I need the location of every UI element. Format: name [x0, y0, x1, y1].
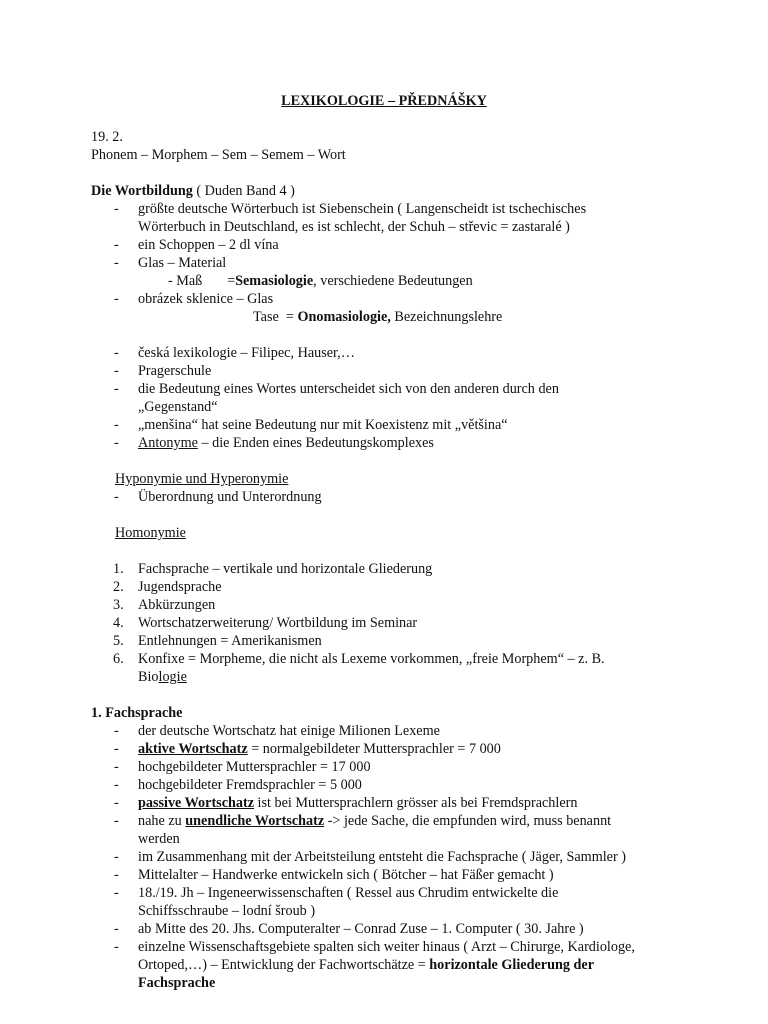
list-item: Mittelalter – Handwerke entwickeln sich ( Bötcher – hat Fäßer gemacht ) — [138, 867, 554, 883]
passive-wortschatz-desc: ist bei Muttersprachlern grösser als bei Fremdsprachlern — [254, 795, 578, 811]
list-item: Glas – Material — [138, 255, 227, 271]
wortbildung-source: ( Duden Band 4 ) — [192, 183, 295, 199]
tase-label: Tase = — [253, 309, 298, 325]
numbered-item: Abkürzungen — [138, 597, 216, 613]
bullet-dash: - — [114, 741, 119, 757]
aktive-wortschatz-term: aktive Wortschatz — [138, 741, 248, 757]
list-item-continuation: werden — [138, 831, 180, 847]
list-item-continuation: Wörterbuch in Deutschland, es ist schlecht, der Schuh – střevic = zastaralé ) — [138, 219, 570, 235]
list-number: 3. — [113, 597, 124, 613]
list-item: obrázek sklenice – Glas — [138, 291, 274, 307]
bullet-dash: - — [114, 813, 119, 829]
fachsprache-heading: 1. Fachsprache — [91, 705, 183, 721]
bullet-dash: - — [114, 363, 119, 379]
bullet-dash: - — [114, 435, 119, 451]
numbered-item: Entlehnungen = Amerikanismen — [138, 633, 322, 649]
bullet-dash: - — [114, 759, 119, 775]
semasiologie-term: Semasiologie — [235, 273, 314, 289]
list-item — [138, 794, 577, 812]
list-item: Überordnung und Unterordnung — [138, 489, 322, 505]
numbered-item: Wortschatzerweiterung/ Wortbildung im Seminar — [138, 615, 418, 631]
list-item-continuation: „Gegenstand“ — [138, 399, 218, 415]
bullet-dash: - — [114, 255, 119, 271]
list-item: česká lexikologie – Filipec, Hauser,… — [138, 345, 355, 361]
list-item-continuation — [138, 668, 187, 686]
numbered-item: Fachsprache – vertikale und horizontale Gliederung — [138, 561, 433, 577]
bullet-dash: - — [114, 489, 119, 505]
sub-item — [168, 272, 473, 290]
homonymie-heading: Homonymie — [115, 525, 186, 541]
bullet-dash: - — [114, 867, 119, 883]
list-number: 6. — [113, 651, 124, 667]
list-number: 1. — [113, 561, 124, 577]
bullet-dash: - — [114, 849, 119, 865]
list-item — [138, 812, 611, 830]
unendliche-wortschatz-desc: -> jede Sache, die empfunden wird, muss benannt — [324, 813, 612, 829]
list-number: 4. — [113, 615, 124, 631]
list-item-continuation — [138, 956, 594, 974]
wortbildung-heading — [91, 182, 295, 200]
antonyme-desc: – die Enden eines Bedeutungskomplexes — [197, 435, 434, 451]
unendliche-wortschatz-term: unendliche Wortschatz — [185, 813, 325, 829]
list-item: einzelne Wissenschaftsgebiete spalten sich weiter hinaus ( Arzt – Chirurge, Kardiologe, — [138, 939, 635, 955]
bullet-dash: - — [114, 417, 119, 433]
list-item: „menšina“ hat seine Bedeutung nur mit Koexistenz mit „většina“ — [138, 417, 508, 433]
logie-suffix: logie — [158, 669, 187, 685]
phonem-line: Phonem – Morphem – Sem – Semem – Wort — [91, 147, 346, 163]
numbered-item: Jugendsprache — [138, 579, 222, 595]
nahe-zu-text: nahe zu — [138, 813, 186, 829]
lecture-date: 19. 2. — [91, 129, 123, 145]
list-number: 5. — [113, 633, 124, 649]
aktive-wortschatz-desc: = normalgebildeter Muttersprachler = 7 000 — [247, 741, 501, 757]
mass-label: - Maß = — [168, 273, 236, 289]
antonyme-term: Antonyme — [138, 435, 198, 451]
bullet-dash: - — [114, 885, 119, 901]
bullet-dash: - — [114, 921, 119, 937]
document-title: LEXIKOLOGIE – PŘEDNÁŠKY — [281, 93, 487, 109]
passive-wortschatz-term: passive Wortschatz — [138, 795, 254, 811]
ortoped-text: Ortoped,…) – Entwicklung der Fachwortschätze = — [138, 957, 430, 973]
bullet-dash: - — [114, 291, 119, 307]
bullet-dash: - — [114, 723, 119, 739]
bullet-dash: - — [114, 345, 119, 361]
list-item: der deutsche Wortschatz hat einige Milionen Lexeme — [138, 723, 440, 739]
bullet-dash: - — [114, 381, 119, 397]
list-item — [138, 434, 434, 452]
bio-prefix: Bio — [138, 669, 159, 685]
list-item: hochgebildeter Fremdsprachler = 5 000 — [138, 777, 362, 793]
bullet-dash: - — [114, 237, 119, 253]
numbered-item: Konfixe = Morpheme, die nicht als Lexeme vorkommen, „freie Morphem“ – z. B. — [138, 651, 605, 667]
horizontale-gliederung-term: horizontale Gliederung der — [429, 957, 594, 973]
list-item-continuation: Fachsprache — [138, 975, 216, 991]
list-item: größte deutsche Wörterbuch ist Siebenschein ( Langenscheidt ist tschechisches — [138, 201, 587, 217]
list-item-continuation: Schiffsschraube – lodní šroub ) — [138, 903, 316, 919]
sub-item — [253, 308, 502, 326]
list-item — [138, 740, 501, 758]
bullet-dash: - — [114, 795, 119, 811]
list-item: im Zusammenhang mit der Arbeitsteilung entsteht die Fachsprache ( Jäger, Sammler ) — [138, 849, 626, 865]
bullet-dash: - — [114, 201, 119, 217]
list-item: ein Schoppen – 2 dl vína — [138, 237, 279, 253]
bullet-dash: - — [114, 939, 119, 955]
list-item: Pragerschule — [138, 363, 212, 379]
semasiologie-desc: , verschiedene Bedeutungen — [313, 273, 473, 289]
bullet-dash: - — [114, 777, 119, 793]
onomasiologie-desc: Bezeichnungslehre — [390, 309, 503, 325]
list-item: 18./19. Jh – Ingeneerwissenschaften ( Ressel aus Chrudim entwickelte die — [138, 885, 559, 901]
list-item: ab Mitte des 20. Jhs. Computeralter – Conrad Zuse – 1. Computer ( 30. Jahre ) — [138, 921, 584, 937]
onomasiologie-term: Onomasiologie, — [297, 309, 391, 325]
hyponymie-heading: Hyponymie und Hyperonymie — [115, 471, 289, 487]
list-item: die Bedeutung eines Wortes unterscheidet sich von den anderen durch den — [138, 381, 559, 397]
list-item: hochgebildeter Muttersprachler = 17 000 — [138, 759, 371, 775]
wortbildung-title: Die Wortbildung — [91, 183, 193, 199]
list-number: 2. — [113, 579, 124, 595]
